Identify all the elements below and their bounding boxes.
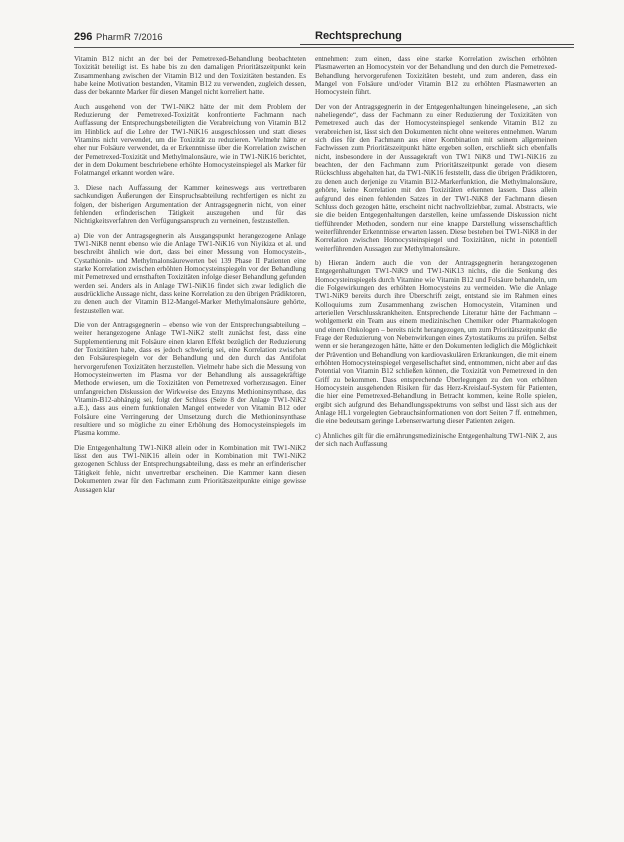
paragraph: Vitamin B12 nicht an der bei der Pemetrexed-Behandlung beobachteten Toxizität beteiligt ist. Es habe bis zu den damaligen Prioritätszeitpunkt kein Zusammenhang zwischen der Vitamin B12 und den Toxizitäten bestanden. Es habe keine Motivation bestanden, Vitamin B12 zu verwenden, zugleich dessen, dass der bekannte Marker für diesen Mangel nicht korreliert hatte. xyxy=(74,55,306,97)
paragraph: c) Ähnliches gilt für die ernährungsmedizinische Entgegenhaltung TW1-NiK 2, aus der sich nach Auffassung xyxy=(315,431,557,449)
section-rule xyxy=(300,44,574,45)
journal-name: PharmR 7/2016 xyxy=(96,32,163,43)
header-rule xyxy=(74,47,574,48)
left-column xyxy=(74,55,306,825)
section-title: Rechtsprechung xyxy=(315,30,402,42)
paragraph: b) Hieran ändern auch die von der Antragsgegnerin herangezogenen Entgegenhaltungen TW1-NiK9 und TW1-NiK13 nichts, die die Senkung des Homocysteinspiegels durch Vitamine wie Vitamin B12 und Folsäure behandeln, um die Folgewirkungen des erhöhten Homocysteins zu vermeiden. Wie die Anlage TW1-NiK9 bereits durch ihre Überschrift zeigt, entstand sie im Rahmen eines Kolloquiums zum Zusammenhang zwischen Homocystein, Vitaminen und arteriellen Verschlusskrankheiten. Entsprechende Literatur hätte der Fachmann – wohlgemerkt ein Team aus einem medizinischen Chemiker oder Pharmakologen und einem Onkologen – bereits nicht herangezogen, um zum Prioritätszeitpunkt die Frage der Reduzierung von Nebenwirkungen eines Zytostatikums zu prüfen. Selbst wenn er sie herangezogen hätte, hätte er den Dokumenten lediglich die Möglichkeit der Prävention und Behandlung von kardiovaskulären Erkrankungen, die mit einem erhöhten Homocysteinspiegel vergesellschaftet sind, entnommen, nicht aber auf das Potential von Vitamin B12 schließen können, die Toxizität von Pemetrexed in den Griff zu bekommen. Dass entsprechende Überlegungen zu den von erhöhten Homocystein ausgehenden Risiken für das Herz-Kreislauf-System für Patienten, die hier eine Pemetrexed-Behandlung in Betracht kommen, keine Rolle spielen, ergibt sich aufgrund des Behandlungsspektrums von selbst und lässt sich aus der Anlage HL1 vorgelegten Gebrauchsinformationen von dort Seiten 7 ff. entnehmen, die eine bedeutsam geringe Lebenserwartung dieser Patienten zeigen. xyxy=(315,258,557,426)
right-column xyxy=(315,55,557,825)
paragraph: entnehmen: zum einen, dass eine starke Korrelation zwischen erhöhten Plasmawerten an Homocystein vor der Behandlung und den durch die Pemetrexed-Behandlung hervorgerufenen Toxizitäten besteht, und zum anderen, dass ein Mangel von Folsäure und/oder Vitamin B12 zu erhöhten Plasmawerten an Homocystein führt. xyxy=(315,55,557,97)
paragraph: 3. Diese nach Auffassung der Kammer keineswegs aus vertretbaren sachkundigen Äußerungen der Einspruchsabteilung rechtfertigen es nicht zu folgen, der bisherigen Argumentation der Antragsgegnerin nicht, von einer fehlenden erfinderischen Tätigkeit auszugehen und für das Nichtigkeitsverfahren den Verfügungsanspruch zu verneinen, festzustellen. xyxy=(74,183,306,226)
paragraph: a) Die von der Antragsgegnerin als Ausgangspunkt herangezogene Anlage TW1-NiK8 nennt ebenso wie die Anlage TW1-NiK16 von Niyikiza et al. und beschreibt ähnlich wie dort, dass bei einer Messung von Homocystein-, Cystathionin- und Methylmalonsäurewerten bei 139 Phase II Patienten eine starke Korrelation zwischen erhöhten Homocysteinspiegeln vor der Behandlung mit Pemetrexed und ernsthaften Toxizitäten infolge dieser Behandlung gefunden werden sei. Anders als in Anlage TW1-NiK16 findet sich zwar lediglich die ausdrückliche Aussage nicht, dass keine Korrelation zu den übrigen Prädiktoren, zu denen auch der Vitamin B12-Mangel-Marker Methylmalonsäure gehörte, festzustellen war. xyxy=(74,231,306,315)
page-number: 296 xyxy=(74,31,93,43)
paragraph: Die von der Antragsgegnerin – ebenso wie von der Entsprechungsabteilung – weiter herangezogene Anlage TW1-NiK2 stellt zunächst fest, dass eine Supplementierung mit Folsäure einen klaren Effekt bezüglich der Reduzierung der Toxizitäten habe, dass es jedoch schwierig sei, eine Korrelation zwischen den Folsäurespiegeln vor der Behandlung und den durch das Antifolat hervorgerufenen Toxizitäten herzustellen. Vielmehr habe sich die Messung von Homocysteinwerten im Plasma vor der Behandlung als aussagekräftige Methode erwiesen, um die Toxizitäten von Pemetrexed vorherzusagen. Einer umfangreichen Diskussion der Wirkweise des Enzyms Methioninsynthase, das Vitamin-B12-abhängig sei, folgt der Schluss (Seite 8 der Anlage TW1-NiK2 a.E.), dass aus einem funktionalen Mangel entweder von Vitamin B12 oder Folsäure eine Verringerung der Umsetzung durch die Methioninsynthase resultiere und so mögliche zu einer Erhöhung des Homocysteinspiegels im Plasma komme. xyxy=(74,320,306,438)
paragraph: Der von der Antragsgegnerin in der Entgegenhaltungen hineingelesene, „an sich naheliegende“, dass der Fachmann zu einer Reduzierung der Toxizitäten von Pemetrexed auch das der Homocysteinspiegel senkende Vitamin B12 zu verabreichen ist, lässt sich den Dokumenten nicht ohne weiteres entnehmen. Warum sich dies für den Fachmann aus einer Kombination mit seinem allgemeinen Fachwissen zum Prioritätszeitpunkt hätte ergeben sollen, erschließt sich ebenfalls nicht, insbesondere in der Aussagekraft von TW1 NiK8 und TW1-NiK16 zu beachten, der den Fachmann zum Prioritätszeitpunkt gerade von diesem Rückschluss abgehalten hat, da TW1-NiK16 feststellt, dass die übrigen Prädiktoren, zu denen auch derjenige zu Vitamin B12-Markerfunktion, die Methylmalonsäure, gehörte, keine Korrelation mit den Toxizitäten erkennen lassen. Dass allein aufgrund des einen fehlenden Satzes in der TW1-NiK8 der Fachmann diesen Schluss doch gezogen hätte, erscheint nicht nachvollziehbar, zumal. Abstracts, wie sie die beiden Entgegenhaltungen darstellen, keine umfassende Diskussion nicht tiefführender Methoden, sondern nur eine knappe Darstellung wissenschaftlich weiterführender Erkenntnisse erwarten lassen. Diese bestehen bei TW1-NiK8 in der Korrelation zwischen Homocysteinspiegel und Toxizitäten, nicht in potentiell weiterführenden Aussagen zur Methylmalonsäure. xyxy=(315,102,557,253)
paragraph: Die Entgegenhaltung TW1-NiK8 allein oder in Kombination mit TW1-NiK2 lässt den aus TW1-NiK16 allein oder in Kombination mit TW1-NiK2 gezogenen Schluss der Entsprechungsabteilung, dass es mehr an erfinderischer Tätigkeit fehle, nicht unvertretbar erscheinen. Die Kammer kann diesen Dokumenten zwar für den Fachmann zum Prioritätszeitpunkte einige gewisse Aussagen klar xyxy=(74,443,306,494)
paragraph: Auch ausgehend von der TW1-NiK2 hätte der mit dem Problem der Reduzierung der Pemetrexed-Toxizität konfrontierte Fachmann nach Auffassung der Entsprechungsbeteiligten die Verabreichung von Vitamin B12 im Hinblick auf die Lehre der TW1-NiK16 ausgeschlossen und statt dieses Vitamins nicht verwendet, um die Toxizität zu reduzieren. Vielmehr hätte er eher nur Folsäure verwendet, da er Erkenntnisse über die Korrelation zwischen der Pemetrexed-Toxizität und Methylmalonsäure, wie in TW1-NiK16 berichtet, der in dem Dokument beschriebene erhöhte Homocysteinspiegel als Marker für Folatmangel erkannt worden wäre. xyxy=(74,102,306,178)
